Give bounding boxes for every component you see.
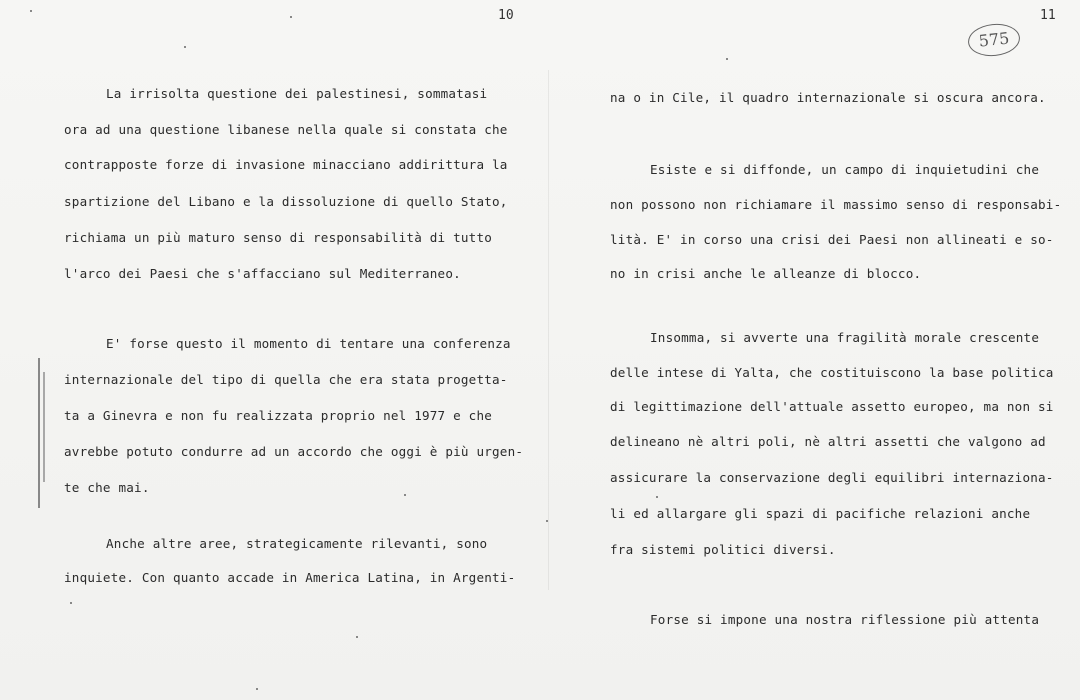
margin-mark-secondary	[43, 372, 45, 482]
margin-mark	[38, 358, 40, 508]
text-line: avrebbe potuto condurre ad un accordo che oggi è più urgen-	[64, 444, 524, 459]
page-gutter	[548, 70, 549, 590]
text-line: ora ad una questione libanese nella quale si constata che	[64, 122, 508, 137]
text-line: no in crisi anche le alleanze di blocco.	[610, 266, 922, 281]
scan-speck	[404, 494, 406, 496]
text-line: Insomma, si avverte una fragilità morale crescente	[650, 330, 1040, 345]
text-line: delineano nè altri poli, nè altri assetti che valgono ad	[610, 434, 1046, 449]
text-line: lità. E' in corso una crisi dei Paesi non allineati e so-	[610, 232, 1054, 247]
text-line: ta a Ginevra e non fu realizzata proprio nel 1977 e che	[64, 408, 493, 423]
text-line: Forse si impone una nostra riflessione più attenta	[650, 612, 1040, 627]
text-line: La irrisolta questione dei palestinesi, sommatasi	[106, 86, 488, 101]
text-line: inquiete. Con quanto accade in America Latina, in Argenti-	[64, 570, 516, 585]
scan-speck	[546, 520, 548, 522]
text-line: fra sistemi politici diversi.	[610, 542, 836, 557]
text-line: non possono non richiamare il massimo senso di responsabi-	[610, 197, 1062, 212]
scan-speck	[256, 688, 258, 690]
text-line: internazionale del tipo di quella che era stata progetta-	[64, 372, 508, 387]
text-line: Esiste e si diffonde, un campo di inquietudini che	[650, 162, 1040, 177]
scan-speck	[726, 58, 728, 60]
text-line: delle intese di Yalta, che costituiscono la base politica	[610, 365, 1054, 380]
archive-stamp: 575	[966, 21, 1021, 58]
scan-speck	[184, 46, 186, 48]
left-page-number: 10	[498, 8, 514, 23]
text-line: li ed allargare gli spazi di pacifiche relazioni anche	[610, 506, 1031, 521]
scan-speck	[70, 602, 72, 604]
text-line: te che mai.	[64, 480, 150, 495]
scan-speck	[656, 496, 658, 498]
text-line: Anche altre aree, strategicamente rilevanti, sono	[106, 536, 488, 551]
scan-speck	[356, 636, 358, 638]
scan-speck	[30, 10, 32, 12]
text-line: di legittimazione dell'attuale assetto europeo, ma non si	[610, 399, 1054, 414]
text-line: E' forse questo il momento di tentare una conferenza	[106, 336, 511, 351]
scan-speck	[290, 16, 292, 18]
text-line: spartizione del Libano e la dissoluzione di quello Stato,	[64, 194, 508, 209]
text-line: richiama un più maturo senso di responsabilità di tutto	[64, 230, 493, 245]
right-page-number: 11	[1040, 8, 1056, 23]
right-page	[540, 0, 1080, 700]
text-line: na o in Cile, il quadro internazionale si oscura ancora.	[610, 90, 1046, 105]
text-line: assicurare la conservazione degli equilibri internaziona-	[610, 470, 1054, 485]
text-line: contrapposte forze di invasione minacciano addirittura la	[64, 157, 508, 172]
text-line: l'arco dei Paesi che s'affacciano sul Mediterraneo.	[64, 266, 461, 281]
